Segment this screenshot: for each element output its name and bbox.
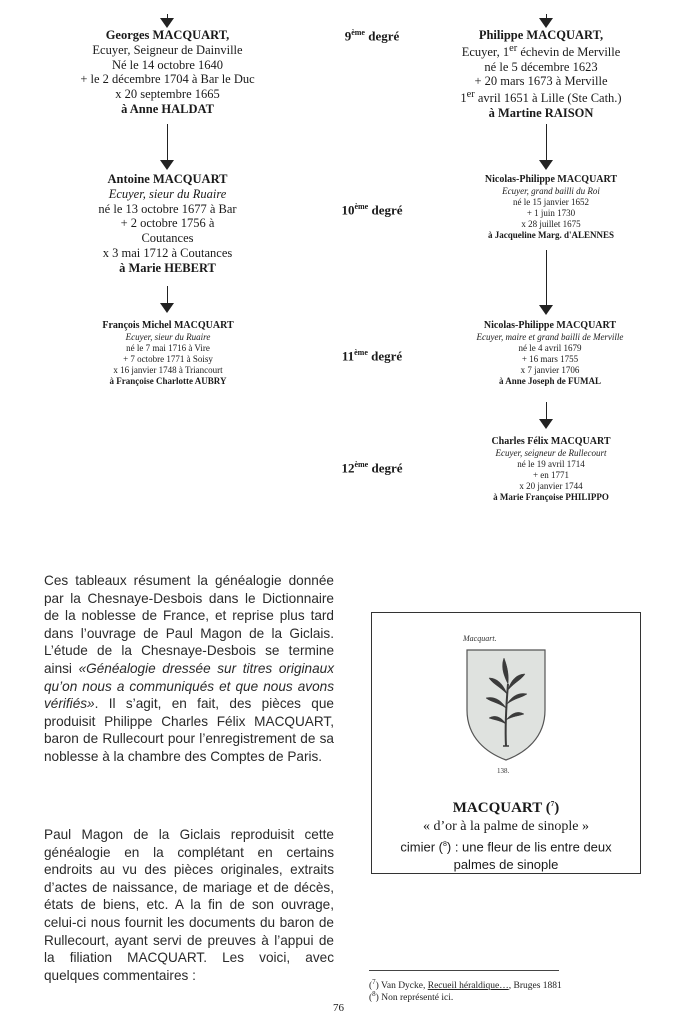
- paragraph-1: [44, 572, 334, 766]
- person-name: Nicolas-Philippe MACQUART: [483, 320, 617, 331]
- entry-georges-macquart: [40, 28, 295, 117]
- degree-sup: ème: [354, 348, 368, 357]
- degree-label-10: [312, 202, 432, 218]
- person-name: François Michel MACQUART: [102, 320, 234, 331]
- degree-number: 11: [341, 348, 355, 364]
- degree-label-11: [312, 348, 432, 364]
- spouse-name: à Françoise Charlotte AUBRY: [109, 376, 227, 387]
- entry-line: x 7 janvier 1706: [520, 365, 580, 376]
- ordinal-sup: er: [509, 42, 518, 54]
- entry-philippe-macquart: [410, 28, 672, 121]
- arms-cimier: [371, 836, 641, 856]
- entry-line: + 1 juin 1730: [526, 208, 576, 219]
- entry-line-text: Ecuyer, 1: [461, 44, 510, 59]
- spouse-name: à Marie HEBERT: [119, 260, 216, 275]
- entry-line: Coutances: [141, 231, 194, 245]
- person-title: Ecuyer, sieur du Ruaire: [108, 186, 227, 201]
- body-text-column-2: [44, 826, 334, 984]
- arrow-philippe-nicolas1: [539, 124, 553, 170]
- cimier-text: ) : une fleur de lis entre deux: [446, 839, 612, 855]
- degree-label-12: [312, 460, 432, 476]
- spouse-name: à Martine RAISON: [488, 106, 594, 121]
- person-title: Ecuyer, sieur du Ruaire: [125, 332, 211, 343]
- entry-line: né le 15 janvier 1652: [513, 197, 589, 208]
- entry-line: x 20 janvier 1744: [519, 481, 583, 492]
- arrow-top-right: [539, 14, 553, 28]
- degree-word: degré: [368, 202, 403, 218]
- paragraph-text: . Il s’agit, en fait, des pièces que produisit Philippe Charles Félix MACQUART, baron de Rullecourt pour l’enregistrement de sa noblesse à la chambre des Comptes de Paris.: [44, 696, 334, 764]
- footnote-text: Non représenté ici.: [378, 993, 454, 1004]
- entry-line-text: 1: [460, 91, 467, 106]
- paragraph-quote: «Généalogie dressée sur titres originaux qu’on nous a communiqués et que nous avons vérifiés»: [44, 660, 334, 712]
- arms-cimier-line2: palmes de sinople: [453, 857, 559, 873]
- footnote-7: ($^7$) Van Dycke, Recueil héraldique…, Bruges 1881: [369, 978, 562, 992]
- entry-line: [410, 43, 672, 60]
- arrow-nicolas1-nicolas2: [539, 250, 553, 315]
- shield-number: 138.: [497, 767, 510, 775]
- arrow-georges-antoine: [160, 124, 174, 170]
- entry-line-text: échevin de Merville: [517, 44, 621, 59]
- entry-nicolas-philippe-2: [430, 320, 670, 387]
- entry-line: Né le 14 octobre 1640: [111, 57, 224, 72]
- person-name: Antoine MACQUART: [107, 172, 228, 186]
- footnote-ref: 8: [442, 841, 447, 848]
- shield-label: Macquart.: [463, 634, 497, 643]
- degree-word: degré: [364, 28, 400, 44]
- degree-label-9: [312, 28, 432, 44]
- spouse-name: à Anne HALDAT: [121, 101, 214, 116]
- footnote-text: , Bruges 1881: [508, 981, 562, 992]
- degree-sup: ème: [351, 28, 365, 37]
- page-number: 76: [333, 1002, 344, 1014]
- entry-line: né le 5 décembre 1623: [484, 59, 598, 74]
- entry-line: né le 13 octobre 1677 à Bar: [98, 201, 237, 216]
- footnote-number: 8: [372, 990, 376, 998]
- paragraph-text: Ces tableaux résument la généalogie donnée par la Chesnaye-Desbois dans le Dictionnaire de la noblesse de France, et reprise plus tard dans l’ouvrage de Paul Magon de la Giclais. L’étude de la Chesnaye-Desbois se termine ainsi: [44, 573, 334, 676]
- person-name: Charles Félix MACQUART: [491, 436, 611, 447]
- ordinal-sup: er: [466, 89, 475, 101]
- spouse-name: à Jacqueline Marg. d'ALENNES: [487, 230, 614, 241]
- entry-francois-michel-macquart: [48, 320, 288, 387]
- degree-word: degré: [368, 460, 403, 476]
- degree-number: 12: [341, 460, 355, 476]
- degree-sup: ème: [354, 202, 369, 211]
- entry-line: [410, 89, 672, 106]
- entry-line: x 3 mai 1712 à Coutances: [102, 245, 233, 260]
- arms-name-text: MACQUART (: [452, 800, 551, 816]
- arrow-antoine-francois: [160, 286, 174, 313]
- entry-charles-felix-macquart: [440, 436, 662, 503]
- entry-line: x 28 juillet 1675: [521, 219, 581, 230]
- degree-number: 10: [341, 202, 355, 218]
- arms-name-text: ): [554, 800, 560, 816]
- spouse-name: à Anne Joseph de FUMAL: [498, 376, 601, 387]
- spouse-name: à Marie Françoise PHILIPPO: [493, 492, 609, 503]
- entry-line: + en 1771: [532, 470, 570, 481]
- person-title: Ecuyer, maire et grand bailli de Merville: [476, 332, 624, 343]
- coat-of-arms-caption: [371, 795, 641, 874]
- entry-line: + 7 octobre 1771 à Soisy: [123, 354, 213, 365]
- cimier-text: cimier (: [400, 839, 443, 855]
- person-name: Philippe MACQUART,: [478, 28, 604, 42]
- entry-line: né le 7 mai 1716 à Vire: [126, 343, 210, 354]
- footnote-rule: [369, 970, 559, 971]
- entry-line: + 16 mars 1755: [521, 354, 579, 365]
- person-name: Nicolas-Philippe MACQUART: [484, 174, 618, 185]
- footnote-text: Van Dycke,: [378, 981, 428, 992]
- footnote-number: 7: [372, 978, 376, 986]
- arms-blazon: « d’or à la palme de sinople »: [422, 819, 589, 834]
- entry-line: x 20 septembre 1665: [115, 87, 220, 101]
- footnote-ref: 7: [550, 800, 555, 808]
- entry-line: né le 4 avril 1679: [518, 343, 582, 354]
- degree-sup: ème: [354, 460, 369, 469]
- footnote-link: Recueil héraldique…: [427, 981, 509, 992]
- coat-of-arms-illustration: [451, 628, 561, 778]
- arms-family-name: [371, 795, 641, 818]
- degree-word: degré: [367, 348, 403, 364]
- entry-antoine-macquart: [40, 172, 295, 275]
- entry-nicolas-philippe-1: [440, 174, 662, 241]
- entry-line: né le 19 avril 1714: [517, 459, 585, 470]
- entry-line: + le 2 décembre 1704 à Bar le Duc: [80, 72, 255, 87]
- entry-line: + 20 mars 1673 à Merville: [474, 74, 608, 89]
- paragraph-2: Paul Magon de la Giclais reproduisit cette généalogie en la complétant en certains endroits au vu des pièces originales, extraits d’actes de naissance, de mariage et de décès, états de biens, etc. A la fin de son ouvrage, celui-ci nous fournit les documents du baron de Rullecourt, ayant servi de preuves à l’appui de la filiation MACQUART. Les voici, avec quelques commentaires :: [44, 827, 334, 983]
- entry-line: Ecuyer, Seigneur de Dainville: [92, 42, 243, 57]
- entry-line: x 16 janvier 1748 à Triancourt: [113, 365, 223, 376]
- person-title: Ecuyer, grand bailli du Roi: [502, 186, 600, 197]
- body-text-column: [44, 572, 334, 766]
- entry-line: + 2 octobre 1756 à: [120, 216, 215, 231]
- arrow-nicolas2-charles: [539, 402, 553, 429]
- arrow-top-left: [160, 14, 174, 28]
- footnote-8: ($^8$) Non représenté ici.: [369, 990, 454, 1004]
- degree-number: 9: [344, 28, 352, 44]
- person-name: Georges MACQUART,: [105, 28, 230, 42]
- person-title: Ecuyer, seigneur de Rullecourt: [495, 448, 607, 459]
- entry-line-text: avril 1651 à Lille (Ste Cath.): [474, 91, 622, 106]
